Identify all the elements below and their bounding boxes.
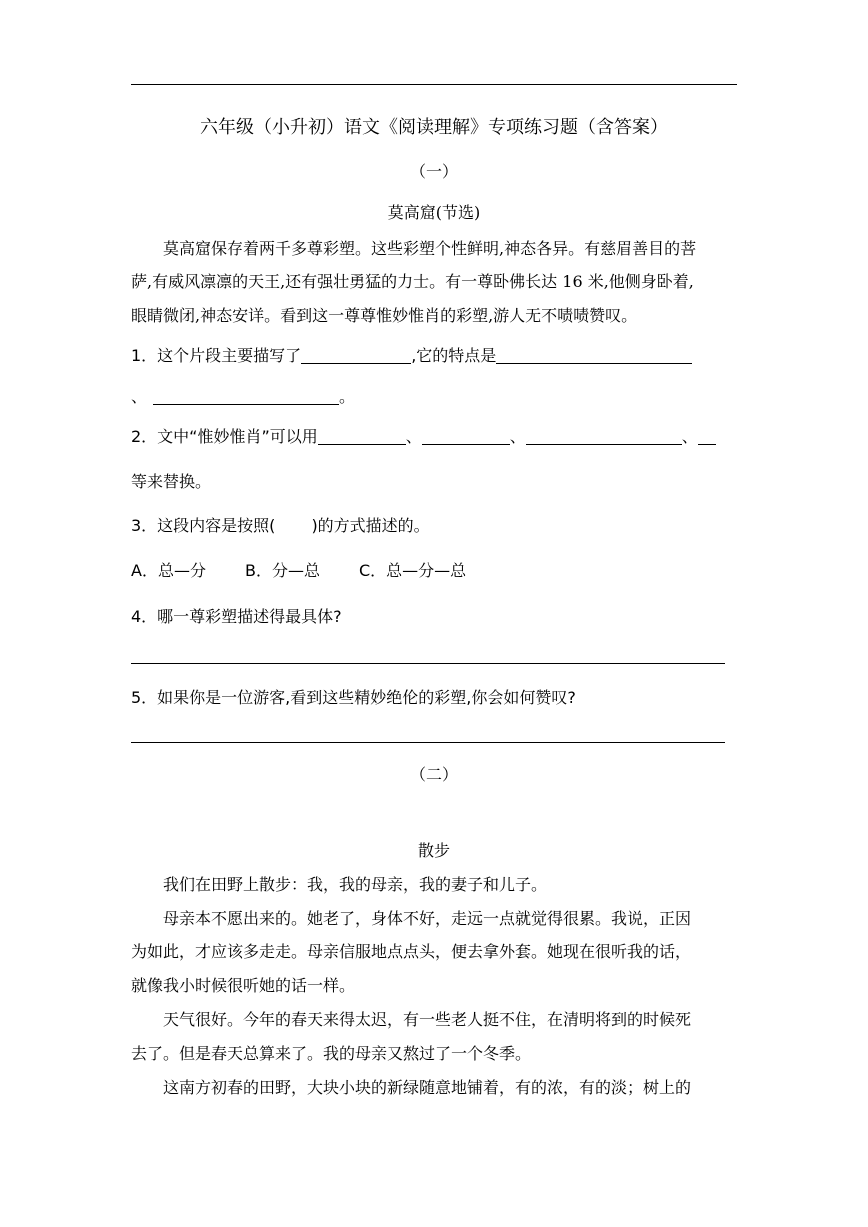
- paragraph-line: 莫高窟保存着两千多尊彩塑。这些彩塑个性鲜明,神态各异。有慈眉善目的菩: [163, 239, 697, 258]
- answer-blank[interactable]: [526, 428, 682, 445]
- option-a[interactable]: A．总—分: [131, 561, 206, 580]
- answer-blank[interactable]: [301, 347, 411, 364]
- question-1-text-2: ,它的特点是: [411, 346, 497, 365]
- question-3-text-2: )的方式描述的。: [311, 516, 430, 535]
- option-c[interactable]: C．总—分—总: [359, 561, 467, 580]
- paragraph-line: 天气很好。今年的春天来得太迟，有一些老人挺不住，在清明将到的时候死: [163, 1010, 692, 1029]
- paragraph-line: 眼睛微闭,神态安详。看到这一尊尊惟妙惟肖的彩塑,游人无不啧啧赞叹。: [131, 306, 638, 325]
- header-rule: [131, 84, 737, 85]
- paragraph-line: 这南方初春的田野，大块小块的新绿随意地铺着，有的浓，有的淡；树上的: [163, 1078, 692, 1097]
- paragraph-line: 母亲本不愿出来的。她老了，身体不好，走远一点就觉得很累。我说，正因: [163, 909, 692, 928]
- answer-blank[interactable]: [496, 347, 692, 364]
- question-2-line-2: 等来替换。: [131, 472, 212, 491]
- question-3-text: 3．这段内容是按照(: [131, 516, 276, 535]
- section-number-2: （二）: [409, 765, 458, 784]
- document-title: 六年级（小升初）语文《阅读理解》专项练习题（含答案）: [200, 117, 668, 138]
- question-1: [131, 347, 692, 364]
- answer-blank[interactable]: [422, 428, 510, 445]
- enum-comma: 、: [509, 427, 526, 446]
- paragraph-line: 我们在田野上散步：我，我的母亲，我的妻子和儿子。: [163, 875, 548, 894]
- paragraph-line: 萨,有威风凛凛的天王,还有强壮勇猛的力士。有一尊卧佛长达 16 米,他侧身卧着,: [131, 272, 694, 291]
- question-4: 4．哪一尊彩塑描述得最具体?: [131, 607, 342, 626]
- enum-comma: 、: [405, 427, 422, 446]
- answer-line-5[interactable]: [131, 742, 725, 743]
- answer-line-4[interactable]: [131, 663, 725, 664]
- question-1-line-2: [131, 388, 355, 405]
- option-b[interactable]: B．分—总: [245, 561, 320, 580]
- passage-title-1: 莫高窟(节选): [387, 203, 481, 222]
- answer-blank[interactable]: [318, 428, 406, 445]
- question-2-text: 2．文中“惟妙惟肖”可以用: [131, 427, 318, 446]
- section-number-1: （一）: [409, 162, 458, 181]
- paragraph-line: 为如此，才应该多走走。母亲信服地点点头，便去拿外套。她现在很听我的话，: [131, 942, 692, 961]
- question-3: [131, 518, 430, 534]
- paragraph-line: 就像我小时候很听她的话一样。: [131, 976, 356, 995]
- answer-blank[interactable]: [698, 428, 716, 445]
- question-1-text: 1．这个片段主要描写了: [131, 346, 302, 365]
- paragraph-line: 去了。但是春天总算来了。我的母亲又熬过了一个冬季。: [131, 1044, 532, 1063]
- passage-title-2: 散步: [417, 841, 450, 860]
- answer-blank[interactable]: [153, 388, 339, 405]
- question-2: [131, 428, 716, 445]
- question-3-options: [131, 563, 466, 579]
- enum-comma: 、: [131, 387, 148, 406]
- period: 。: [339, 387, 356, 406]
- question-5: 5．如果你是一位游客,看到这些精妙绝伦的彩塑,你会如何赞叹?: [131, 688, 576, 707]
- enum-comma: 、: [681, 427, 698, 446]
